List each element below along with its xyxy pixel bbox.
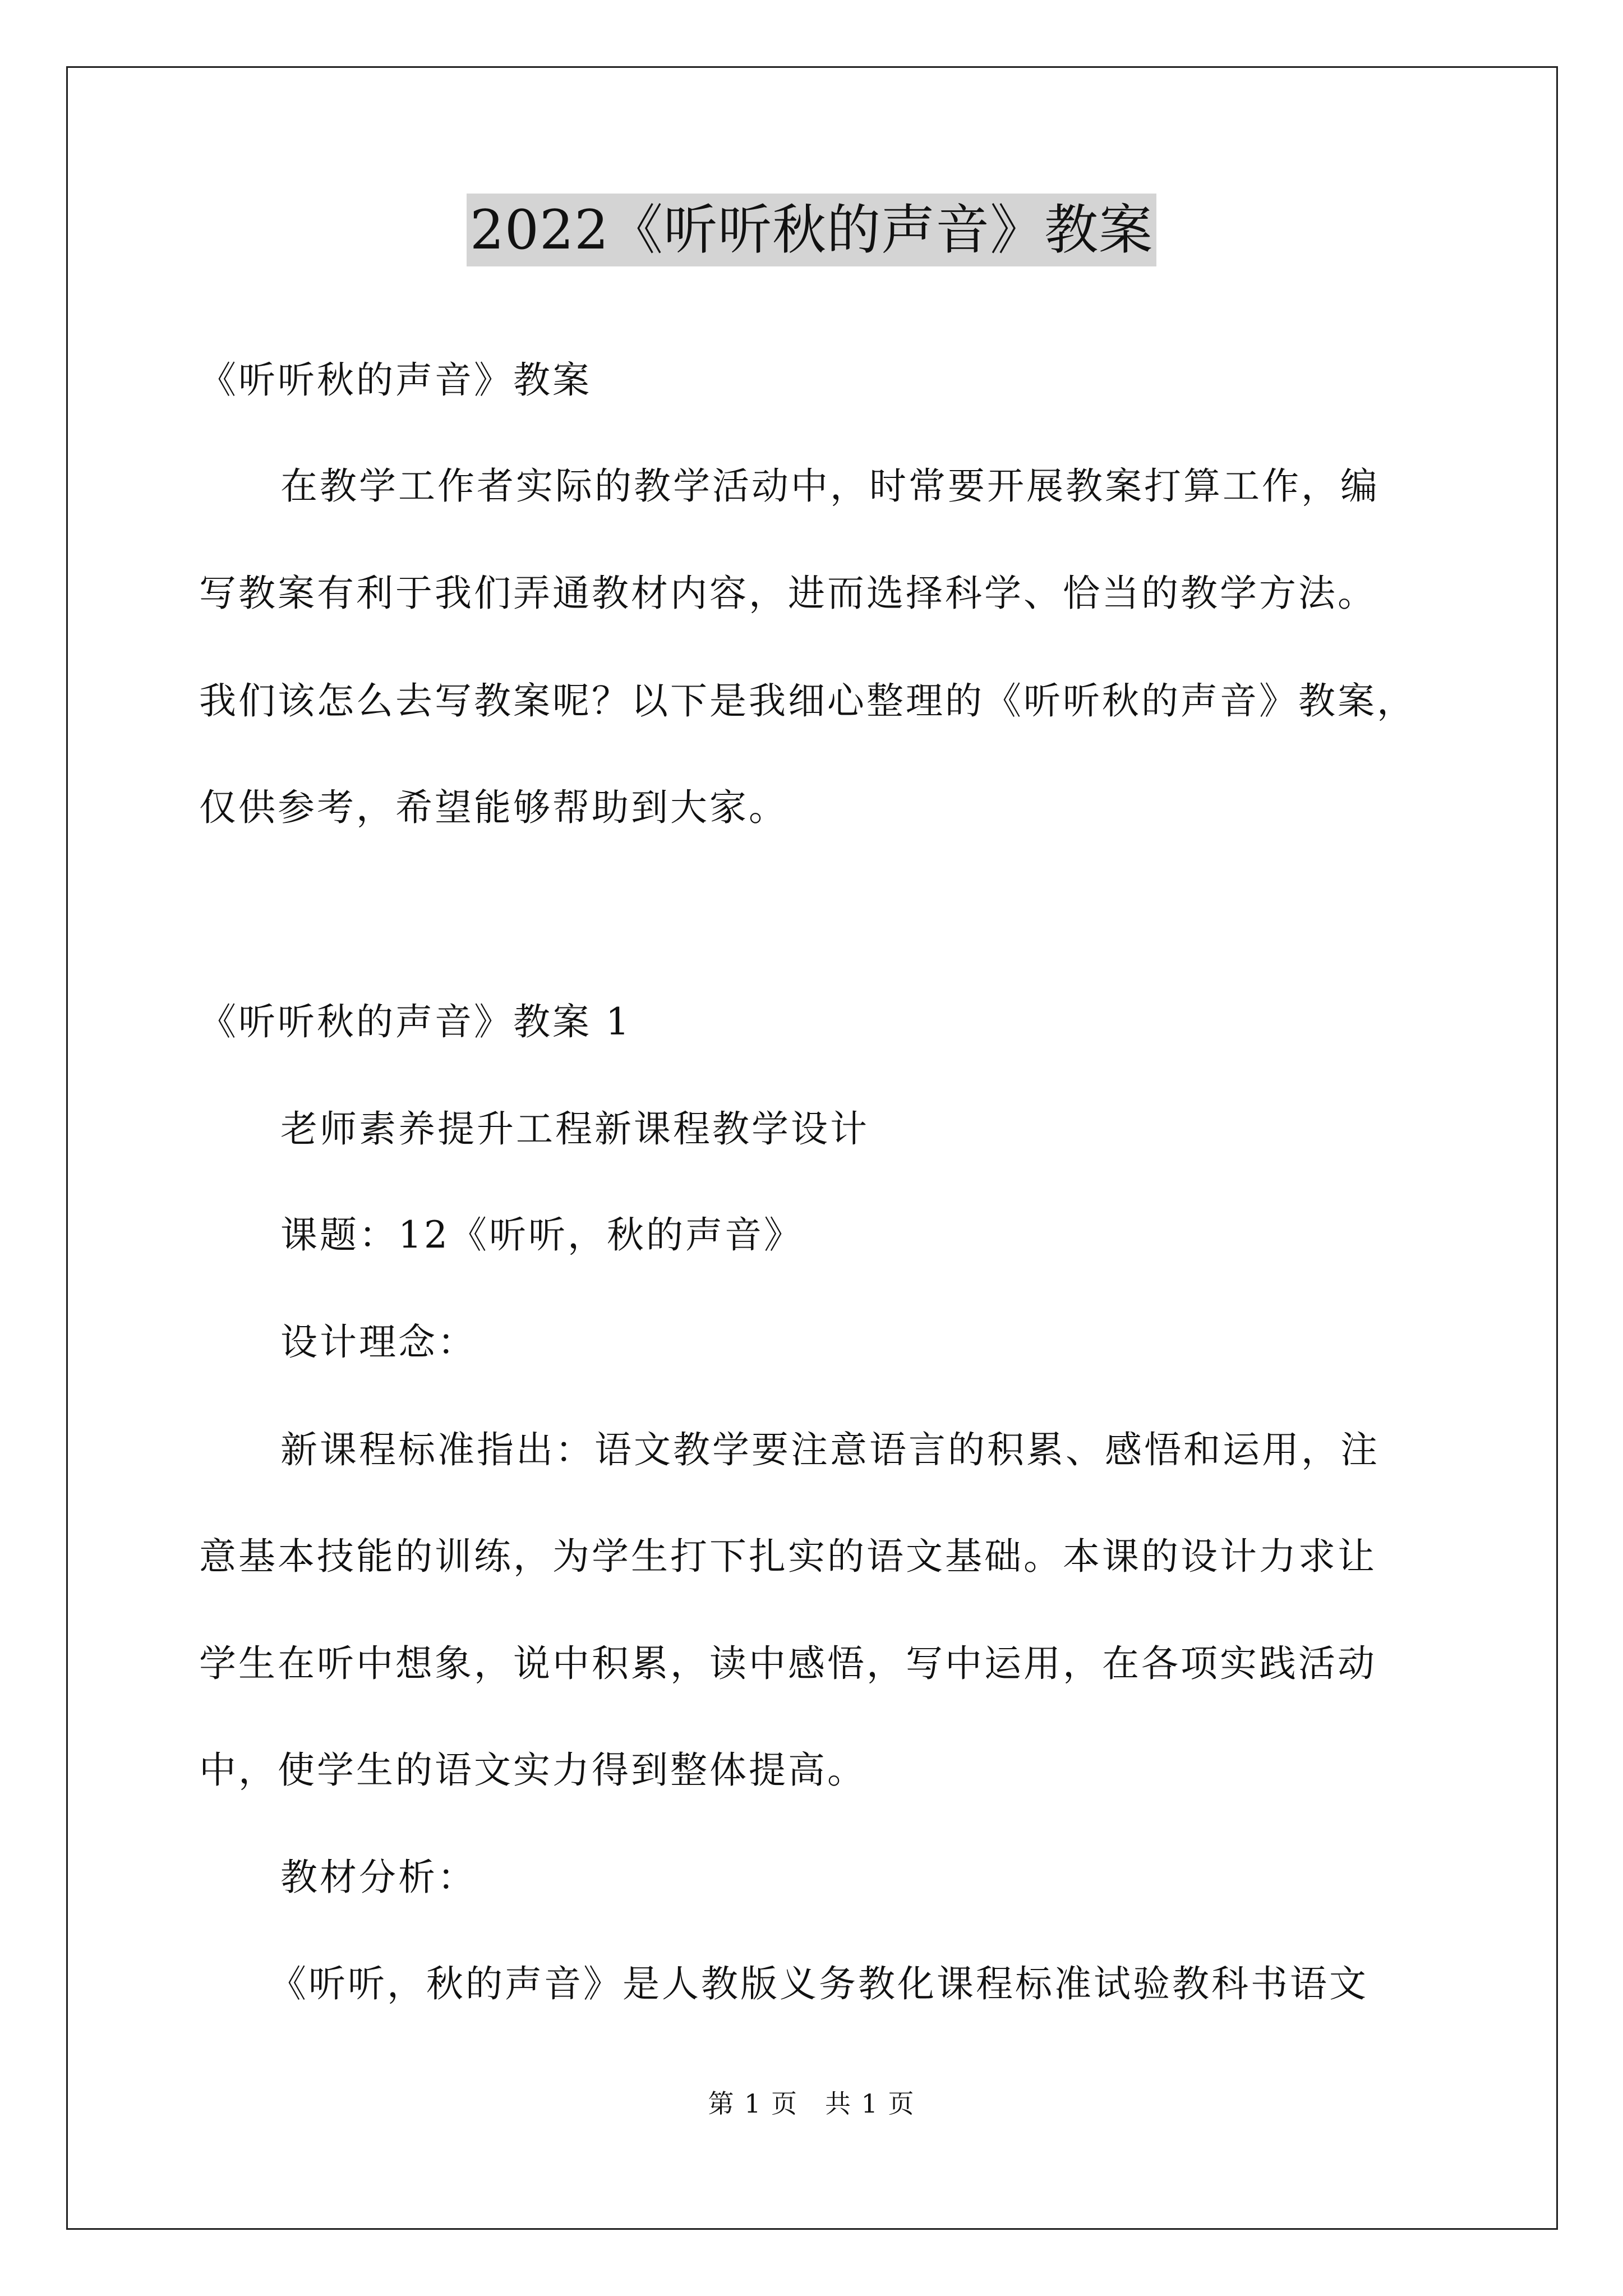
subtitle: 《听听秋的声音》教案 <box>199 358 592 402</box>
intro-paragraph-line-2: 写教案有利于我们弄通教材内容，进而选择科学、恰当的教学方法。 <box>199 572 1377 615</box>
document-title: 2022《听听秋的声音》教案 <box>467 194 1156 266</box>
analysis-paragraph-line-1: 《听听，秋的声音》是人教版义务教化课程标准试验教科书语文 <box>269 1962 1368 2005</box>
title-container <box>0 194 1623 266</box>
section-heading: 《听听秋的声音》教案 1 <box>199 1000 631 1043</box>
concept-paragraph-line-2: 意基本技能的训练，为学生打下扎实的语文基础。本课的设计力求让 <box>199 1535 1377 1578</box>
page-footer: 第 1 页 共 1 页 <box>708 2088 915 2119</box>
textbook-analysis-heading: 教材分析： <box>280 1856 477 1899</box>
intro-paragraph-line-1: 在教学工作者实际的教学活动中，时常要开展教案打算工作，编 <box>280 464 1380 508</box>
concept-paragraph-line-3: 学生在听中想象，说中积累，读中感悟，写中运用，在各项实践活动 <box>199 1642 1377 1685</box>
intro-paragraph-line-3: 我们该怎么去写教案呢？以下是我细心整理的《听听秋的声音》教案， <box>199 679 1416 723</box>
intro-paragraph-line-4: 仅供参考，希望能够帮助到大家。 <box>199 786 788 829</box>
concept-paragraph-line-4: 中，使学生的语文实力得到整体提高。 <box>199 1749 866 1792</box>
lesson-topic-line: 课题：12《听听，秋的声音》 <box>280 1213 803 1257</box>
design-concept-heading: 设计理念： <box>280 1320 477 1364</box>
concept-paragraph-line-1: 新课程标准指出：语文教学要注意语言的积累、感悟和运用，注 <box>280 1428 1380 1471</box>
project-line: 老师素养提升工程新课程教学设计 <box>280 1107 869 1151</box>
